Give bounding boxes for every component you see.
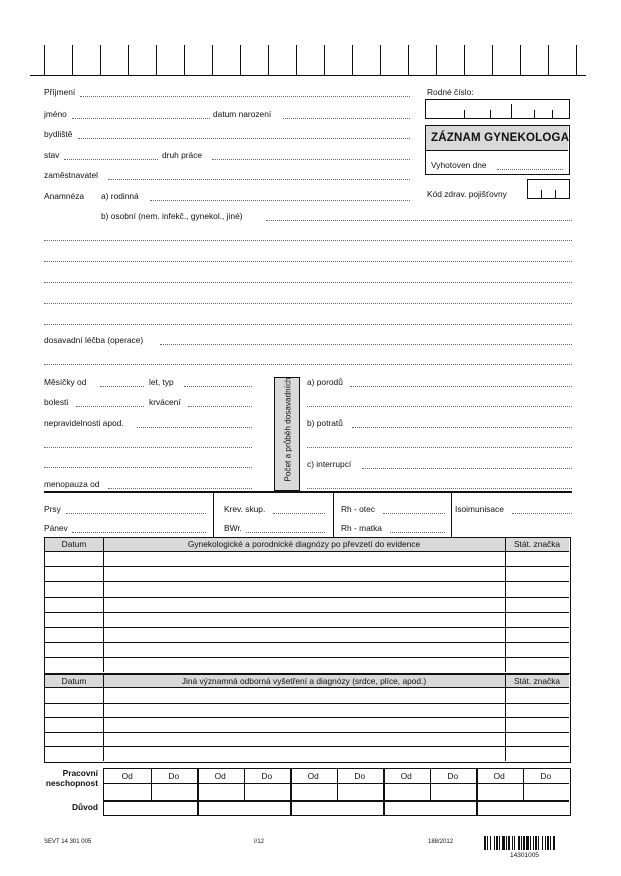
- diagnoses-table: [44, 537, 571, 674]
- anamnesis-label: Anamnéza: [44, 191, 85, 201]
- top-tick: [268, 45, 269, 75]
- isoimmunisation-field[interactable]: [512, 513, 572, 514]
- column-divider: [290, 769, 292, 815]
- barcode-bar: [542, 836, 543, 850]
- examinations-table: [44, 674, 571, 763]
- barcode-bar: [508, 836, 510, 850]
- top-tick: [464, 45, 465, 75]
- family-history-label: a) rodinná: [101, 191, 139, 201]
- exam-divider: [451, 492, 452, 537]
- bleeding-field[interactable]: [188, 406, 252, 407]
- birth-number-label: Rodné číslo:: [427, 87, 474, 97]
- barcode-bar: [512, 836, 513, 850]
- abortions-field[interactable]: [362, 468, 572, 469]
- menses-from-label: Měsíčky od: [44, 377, 87, 387]
- pelvis-label: Pánev: [44, 523, 68, 533]
- barcode: [484, 836, 571, 850]
- barcode-bar: [499, 836, 500, 850]
- barcode-bar: [553, 836, 555, 850]
- top-tick: [408, 45, 409, 75]
- employer-field[interactable]: [108, 179, 410, 180]
- top-tick: [212, 45, 213, 75]
- breasts-label: Prsy: [44, 504, 61, 514]
- column-divider: [337, 769, 338, 800]
- barcode-bar: [514, 836, 515, 850]
- employer-label: zaměstnavatel: [44, 170, 98, 180]
- pain-label: bolesti: [44, 397, 69, 407]
- footer-code: SEVT 14 301 005: [44, 839, 92, 845]
- top-tick: [156, 45, 157, 75]
- pain-field[interactable]: [76, 406, 144, 407]
- name-label: jméno: [44, 109, 67, 119]
- menopause-label: menopauza od: [44, 479, 100, 489]
- issued-label: Vyhotoven dne: [431, 160, 487, 170]
- diagnoses-date-header: Datum: [61, 539, 87, 549]
- barcode-bar: [494, 836, 495, 850]
- barcode-bar: [545, 836, 546, 850]
- to-column-header: Do: [540, 771, 552, 781]
- top-tick: [72, 45, 73, 75]
- blood-group-field[interactable]: [273, 513, 325, 514]
- reason-label: Důvod: [71, 802, 98, 812]
- top-tick: [576, 45, 577, 75]
- history-line[interactable]: [44, 240, 572, 241]
- table-row[interactable]: [45, 597, 569, 598]
- irregularities-field[interactable]: [137, 427, 252, 428]
- treatment-label: dosavadní léčba (operace): [44, 335, 144, 345]
- barcode-bar: [487, 836, 488, 850]
- top-tick: [352, 45, 353, 75]
- breasts-field[interactable]: [66, 513, 206, 514]
- table-row[interactable]: [45, 566, 569, 567]
- top-tick: [492, 45, 493, 75]
- pregnancy-side-label-box: [274, 377, 300, 491]
- to-column-header: Do: [447, 771, 459, 781]
- history-line[interactable]: [44, 324, 572, 325]
- irregularities-label: nepravidelnosti apod.: [44, 418, 124, 428]
- barcode-bar: [502, 836, 505, 850]
- column-divider: [383, 769, 385, 815]
- years-type-label: let, typ: [149, 377, 174, 387]
- exam-divider: [213, 492, 214, 537]
- top-tick: [296, 45, 297, 75]
- top-tick: [436, 45, 437, 75]
- personal-history-field[interactable]: [266, 220, 572, 221]
- history-line[interactable]: [44, 282, 572, 283]
- column-divider: [244, 769, 245, 800]
- table-row[interactable]: [45, 717, 569, 718]
- top-tick: [100, 45, 101, 75]
- barcode-bar: [535, 836, 537, 850]
- birthdate-field[interactable]: [283, 118, 410, 119]
- menses-line[interactable]: [44, 447, 252, 448]
- issued-date-field[interactable]: [497, 169, 563, 170]
- marital-status-label: stav: [44, 150, 60, 160]
- isoimmunisation-label: Isoimunisace: [455, 504, 504, 514]
- form-title-box: [425, 125, 570, 175]
- footer-edition: 188/2012: [428, 839, 454, 845]
- barcode-bar: [490, 836, 491, 850]
- form-title: ZÁZNAM GYNEKOLOGA: [431, 132, 570, 144]
- birth-number-box[interactable]: [425, 99, 570, 119]
- menopause-field[interactable]: [108, 488, 252, 489]
- top-tick: [548, 45, 549, 75]
- to-column-header: Do: [261, 771, 273, 781]
- job-type-field[interactable]: [212, 159, 410, 160]
- menses-line[interactable]: [44, 467, 252, 468]
- barcode-bar: [533, 836, 534, 850]
- top-tick: [44, 45, 45, 75]
- diagnoses-main-header: Gynekologické a porodnické diagnózy po převzetí do evidence: [187, 539, 421, 549]
- examinations-date-header: Datum: [61, 676, 87, 686]
- treatment-line[interactable]: [44, 364, 572, 365]
- from-column-header: Od: [307, 771, 319, 781]
- abortions-label: c) interrupcí: [307, 459, 352, 469]
- barcode-bar: [526, 836, 529, 850]
- rh-father-label: Rh - otec: [341, 504, 375, 514]
- barcode-bar: [530, 836, 531, 850]
- exam-top-rule: [44, 491, 572, 493]
- births-line[interactable]: [307, 406, 572, 407]
- column-divider: [476, 769, 478, 815]
- abortions-line[interactable]: [307, 488, 572, 489]
- top-tick: [128, 45, 129, 75]
- job-type-label: druh práce: [162, 150, 203, 160]
- footer-page: I/12: [254, 839, 265, 845]
- top-tick: [184, 45, 185, 75]
- barcode-bar: [523, 836, 525, 850]
- history-line[interactable]: [44, 303, 572, 304]
- births-field[interactable]: [350, 386, 572, 387]
- barcode-bar: [484, 836, 486, 850]
- top-tick: [324, 45, 325, 75]
- from-column-header: Od: [493, 771, 505, 781]
- insurance-code-label: Kód zdrav. pojišťovny: [427, 189, 507, 199]
- insurance-code-box[interactable]: [527, 179, 570, 199]
- rh-mother-label: Rh - matka: [341, 523, 382, 533]
- incapacity-label-2: neschopnost: [45, 778, 98, 788]
- table-row[interactable]: [45, 657, 569, 658]
- barcode-bar: [521, 836, 522, 850]
- barcode-bar: [538, 836, 539, 850]
- barcode-bar: [518, 836, 520, 850]
- top-tick: [380, 45, 381, 75]
- treatment-field[interactable]: [160, 344, 572, 345]
- personal-history-label: b) osobní (nem. infekč., gynekol., jiné): [101, 211, 243, 221]
- bwr-field[interactable]: [246, 532, 325, 533]
- barcode-bar: [496, 836, 498, 850]
- table-row[interactable]: [45, 642, 569, 643]
- barcode-number: 14301005: [510, 852, 539, 859]
- to-column-header: Do: [168, 771, 180, 781]
- surname-field[interactable]: [80, 96, 410, 97]
- column-divider: [523, 769, 524, 800]
- table-row[interactable]: [45, 746, 569, 747]
- incapacity-table: [103, 768, 571, 816]
- table-row[interactable]: [45, 612, 569, 613]
- from-column-header: Od: [121, 771, 133, 781]
- residence-field[interactable]: [78, 138, 410, 139]
- residence-label: bydliště: [44, 129, 73, 139]
- top-rule: [30, 75, 586, 76]
- column-divider: [197, 769, 199, 815]
- column-divider: [430, 769, 431, 800]
- miscarriages-label: b) potratů: [307, 418, 343, 428]
- barcode-bar: [547, 836, 549, 850]
- rh-father-field[interactable]: [383, 513, 445, 514]
- examinations-main-header: Jiná významná odborná vyšetření a diagnózy (srdce, plíce, apod.): [181, 676, 427, 686]
- to-column-header: Do: [354, 771, 366, 781]
- history-line[interactable]: [44, 261, 572, 262]
- column-divider: [151, 769, 152, 800]
- menses-type-field[interactable]: [184, 386, 252, 387]
- bleeding-label: krvácení: [149, 397, 181, 407]
- pregnancy-side-label: Počet a průběh dosavadních: [283, 377, 293, 482]
- from-column-header: Od: [214, 771, 226, 781]
- menses-from-field[interactable]: [100, 386, 144, 387]
- family-history-field[interactable]: [150, 200, 410, 201]
- name-field[interactable]: [72, 118, 210, 119]
- table-row[interactable]: [45, 581, 569, 582]
- top-tick: [240, 45, 241, 75]
- barcode-bar: [550, 836, 551, 850]
- examinations-stat-header: Stát. značka: [513, 676, 561, 686]
- barcode-bar: [506, 836, 507, 850]
- miscarriages-field[interactable]: [352, 427, 572, 428]
- pelvis-field[interactable]: [72, 532, 206, 533]
- births-label: a) porodů: [307, 377, 343, 387]
- table-row[interactable]: [45, 732, 569, 733]
- table-row[interactable]: [45, 627, 569, 628]
- birthdate-label: datum narození: [213, 109, 272, 119]
- table-row[interactable]: [45, 703, 569, 704]
- miscarriages-line[interactable]: [307, 447, 572, 448]
- surname-label: Příjmení: [44, 87, 76, 97]
- marital-status-field[interactable]: [64, 159, 158, 160]
- incapacity-label: Pracovní: [62, 768, 98, 778]
- from-column-header: Od: [400, 771, 412, 781]
- rh-mother-field[interactable]: [390, 532, 445, 533]
- diagnoses-stat-header: Stát. značka: [513, 539, 561, 549]
- exam-divider: [333, 492, 334, 537]
- top-tick: [520, 45, 521, 75]
- blood-group-label: Krev. skup.: [224, 504, 266, 514]
- bwr-label: BWr.: [224, 523, 242, 533]
